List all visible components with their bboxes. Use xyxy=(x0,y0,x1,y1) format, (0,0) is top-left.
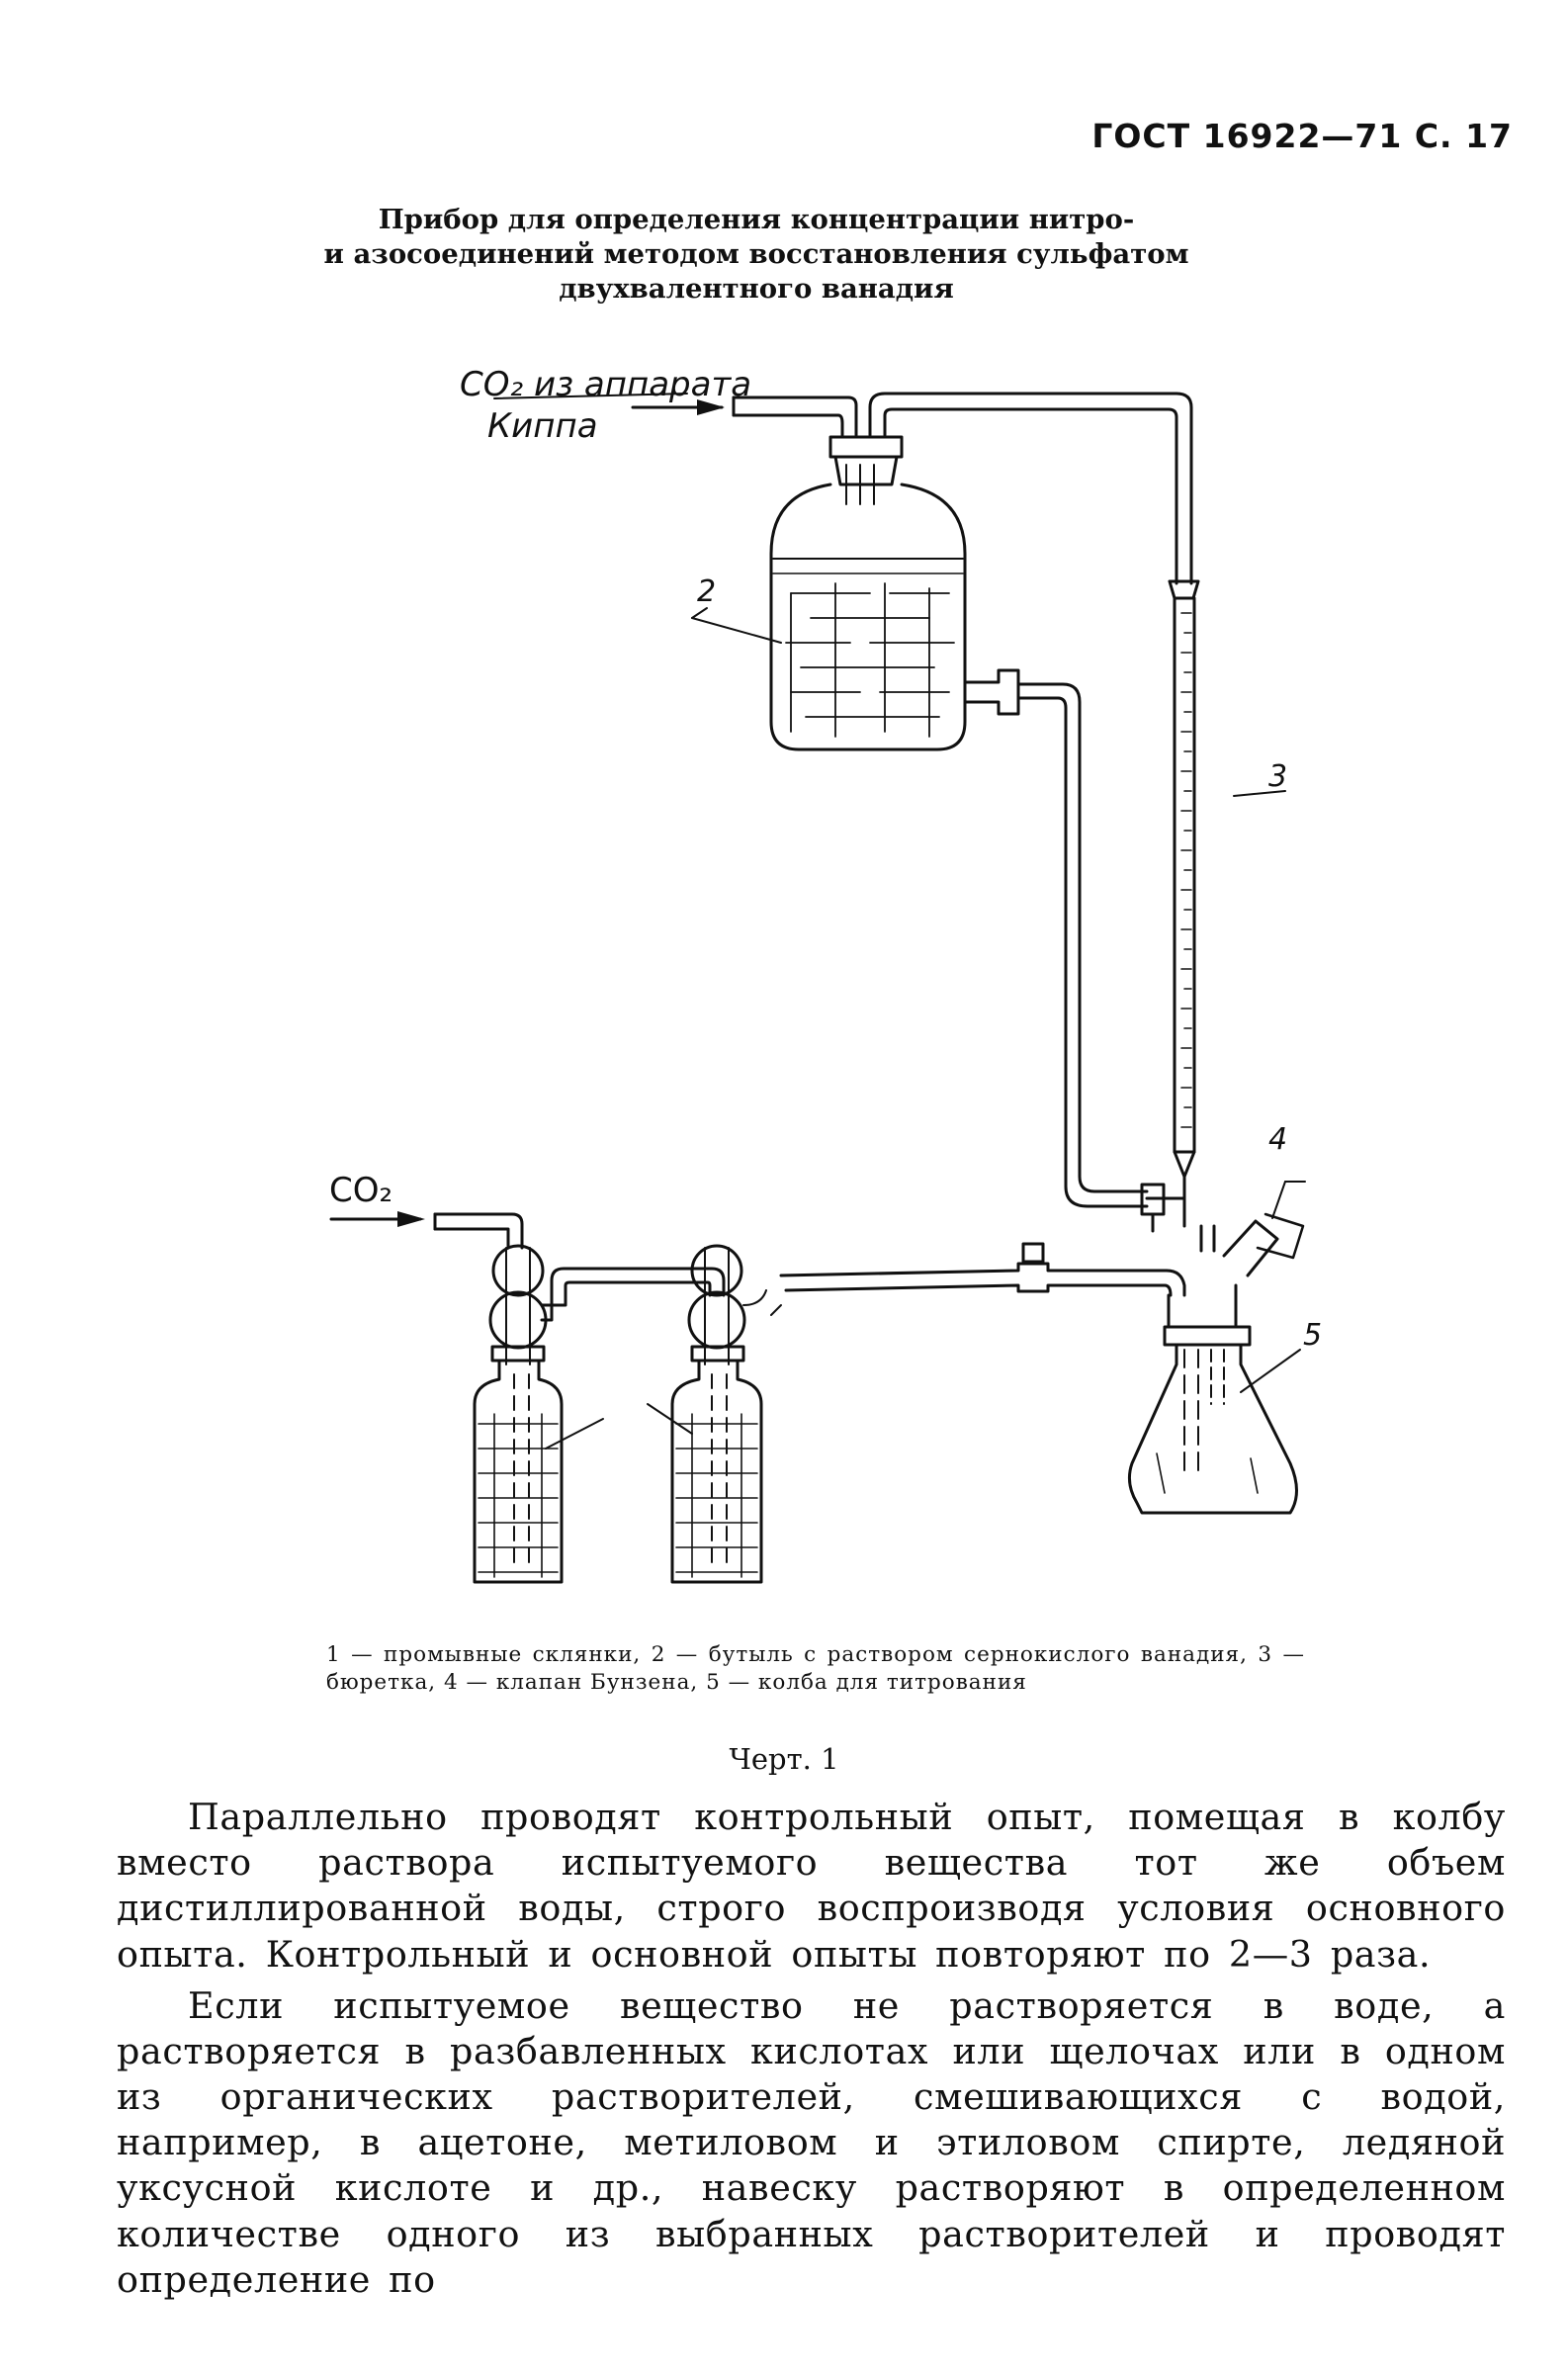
paragraph-2: Если испытуемое вещество не растворяется в воде, а растворяется в разбавленных кислотах или щелочах или в одном из органических растворителей, смешивающихся с водой, например, в ацетоне, метиловом и этиловом спирте, ледяной уксусной кислоте и др., навеску растворяют в определенном количестве одного из выбранных растворителей и проводят определение по xyxy=(117,1983,1506,2301)
gas-line-to-flask xyxy=(781,1244,1184,1295)
body-text xyxy=(117,1795,1506,2309)
co2-inlet xyxy=(331,1211,425,1227)
label-co2-kipp-line-2: Киппа xyxy=(487,406,598,446)
figure-caption: 1 — промывные склянки, 2 — бутыль с раствором сернокислого ванадия, 3 — бюретка, 4 — клапан Бунзена, 5 — колба для титрования xyxy=(326,1642,1305,1695)
bottle-2-tubing xyxy=(734,394,1191,583)
label-3: 3 xyxy=(1268,759,1288,794)
apparatus-diagram xyxy=(0,326,1568,1612)
paragraph-1: Параллельно проводят контрольный опыт, помещая в колбу вместо раствора испытуемого вещества тот же объем дистиллированной воды, строго воспроизводя условия основного опыта. Контрольный и основной опыты повторяют по 2—3 раза. xyxy=(117,1796,1506,1976)
label-co2-inlet: CO₂ xyxy=(329,1171,393,1210)
label-2-leader xyxy=(692,618,781,643)
figure-title-line-3: двухвалентного ванадия xyxy=(559,273,954,306)
figure-title-line-2: и азосоединений методом восстановления сульфатом xyxy=(323,238,1189,271)
wash-bottle-1 xyxy=(435,1214,724,1582)
wash-bottle-2 xyxy=(648,1246,781,1582)
bottle-2-stopper xyxy=(830,437,902,504)
bottle-2 xyxy=(771,484,1147,1206)
label-4: 4 xyxy=(1268,1122,1288,1157)
co2-arrow-head-icon xyxy=(397,1211,425,1227)
label-2: 2 xyxy=(697,574,717,609)
label-co2-kipp-line-1: CO₂ из аппарата xyxy=(460,365,752,404)
burette-3 xyxy=(1142,581,1288,1231)
label-5: 5 xyxy=(1303,1318,1323,1353)
titration-flask-5 xyxy=(1129,1182,1305,1513)
figure-number: Черт. 1 xyxy=(729,1742,839,1776)
figure-title xyxy=(237,203,1275,308)
figure-title-line-1: Прибор для определения концентрации нитро- xyxy=(378,204,1135,235)
page-header: ГОСТ 16922—71 С. 17 xyxy=(1091,117,1513,155)
